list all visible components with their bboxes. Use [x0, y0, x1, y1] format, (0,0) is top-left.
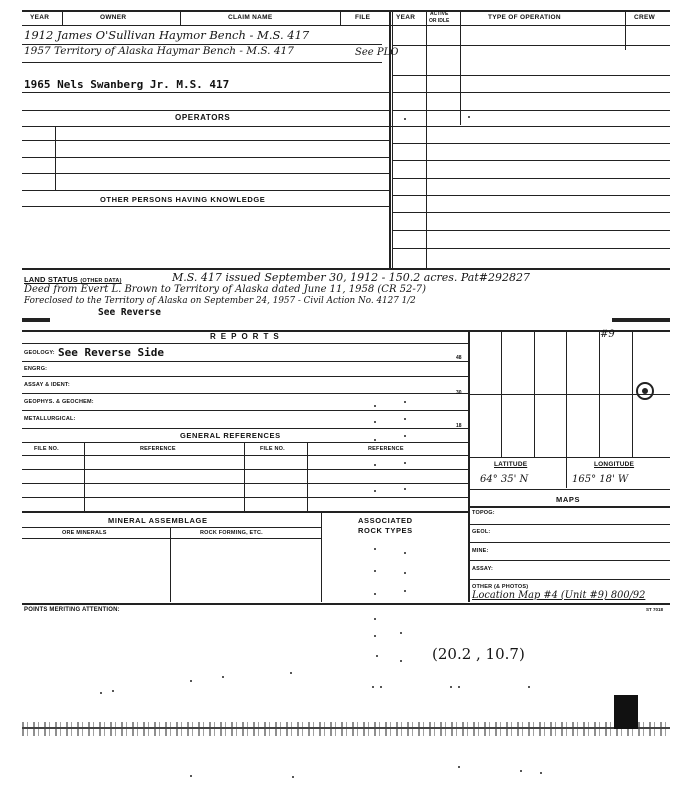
geol-label: GEOL: [472, 529, 491, 535]
speck [404, 401, 406, 403]
maps-row-rule [468, 560, 670, 561]
speck [450, 686, 452, 688]
owner-row-1912: 1912 James O'Sullivan Haymor Bench - M.S. 417 [24, 28, 310, 42]
engrg-label: ENGRG: [24, 366, 48, 372]
col-type-header: TYPE OF OPERATION [488, 14, 561, 21]
speck [540, 772, 542, 774]
land-status-line-3: Foreclosed to the Territory of Alaska on September 24, 1957 - Civil Action No. 4127 1/2 [24, 296, 416, 306]
speck [222, 676, 224, 678]
other-photos-label: OTHER (& PHOTOS) [472, 584, 529, 590]
speck [404, 572, 406, 574]
col-year2-header: YEAR [396, 14, 416, 21]
maps-row-rule [468, 524, 670, 525]
general-references-title: GENERAL REFERENCES [180, 431, 281, 440]
other-persons-title: OTHER PERSONS HAVING KNOWLEDGE [100, 195, 266, 204]
points-label: POINTS MERITING ATTENTION: [24, 607, 120, 613]
grid-cell-mark: #9 [600, 329, 615, 340]
operators-row-rule [22, 157, 390, 158]
geology-label: GEOLOGY: [24, 350, 55, 356]
col-active-header: ACTIVE [430, 11, 449, 17]
assay-label: ASSAY: [472, 566, 494, 572]
genref-col [307, 442, 308, 511]
right-row-rule [392, 212, 670, 213]
col-divider [340, 10, 341, 25]
speck [292, 776, 294, 778]
col-divider [62, 10, 63, 25]
speck [374, 618, 376, 620]
reports-row-rule [22, 361, 468, 362]
reports-header-rule [22, 343, 468, 344]
rock-types-label: ROCK TYPES [358, 526, 413, 535]
tab-marker-left [22, 318, 50, 322]
genref-header-rule [22, 442, 468, 443]
speck [374, 635, 376, 637]
reports-title: REPORTS [210, 332, 284, 341]
other-persons-rule [22, 206, 390, 207]
reports-row-rule [22, 393, 468, 394]
operators-row-rule [22, 140, 390, 141]
maps-header-rule [468, 506, 670, 508]
grid-number-48: 48 [456, 355, 462, 361]
reports-row-rule [22, 376, 468, 377]
land-status-line-1: M.S. 417 issued September 30, 1912 - 150.2 acres. Pat#292827 [172, 271, 530, 284]
col-year-header: YEAR [30, 14, 50, 21]
right-row-rule [392, 248, 670, 249]
longitude-value: 165° 18' W [572, 474, 629, 485]
mineral-col [321, 511, 322, 602]
maps-row-rule [468, 542, 670, 543]
scan-black-block [614, 695, 638, 729]
ore-minerals-label: ORE MINERALS [62, 530, 107, 536]
grid-number-18: 18 [456, 423, 462, 429]
speck [190, 775, 192, 777]
right-row-rule [392, 110, 670, 111]
other-photos-value: Location Map #4 (Unit #9) 800/92 [472, 590, 646, 601]
grid-row [468, 457, 670, 458]
speck [404, 435, 406, 437]
latitude-value: 64° 35' N [480, 474, 529, 485]
mine-label: MINE: [472, 548, 489, 554]
longitude-label: LONGITUDE [594, 461, 635, 468]
land-status-line-2: Deed from Evert L. Brown to Territory of Alaska dated June 11, 1958 (CR 52-7) [24, 284, 427, 295]
right-row-rule [392, 75, 670, 76]
rock-forming-label: ROCK FORMING, ETC. [200, 530, 263, 536]
speck [404, 418, 406, 420]
genref-col [244, 442, 245, 511]
maps-row-rule [468, 579, 670, 580]
speck [374, 490, 376, 492]
speck [404, 488, 406, 490]
genref-row-rule [22, 469, 468, 470]
speck [374, 548, 376, 550]
right-row-rule [392, 230, 670, 231]
speck [528, 686, 530, 688]
operators-row-rule [22, 190, 390, 191]
col-idle-header: OR IDLE [429, 18, 450, 24]
reports-row-rule [22, 410, 468, 411]
operators-row-rule [22, 173, 390, 174]
grid-number-30: 30 [456, 390, 462, 396]
speck [458, 766, 460, 768]
speck [404, 462, 406, 464]
speck [376, 655, 378, 657]
genref-file-no-2: FILE NO. [260, 446, 285, 452]
col-file-header: FILE [355, 14, 371, 21]
reports-top-rule [22, 330, 670, 332]
operators-col [55, 126, 56, 190]
speck [290, 672, 292, 674]
land-status-top-rule [22, 268, 670, 270]
mineral-subheader-rule [22, 527, 322, 528]
latitude-label: LATITUDE [494, 461, 528, 468]
speck [374, 421, 376, 423]
col-divider [180, 10, 181, 25]
speck [372, 686, 374, 688]
col-owner-header: OWNER [100, 14, 127, 21]
speck [404, 552, 406, 554]
speck [468, 116, 470, 118]
coordinates-note: (20.2 , 10.7) [432, 645, 525, 663]
location-circle-icon [636, 382, 654, 400]
owner-row-rule [22, 92, 390, 93]
metallurgical-label: METALLURGICAL: [24, 416, 76, 422]
maps-top-rule [468, 489, 670, 490]
file-note: See PLO [355, 47, 399, 58]
genref-row-rule [22, 483, 468, 484]
owner-row-1957: 1957 Territory of Alaska Haymar Bench - M.S. 417 [24, 45, 294, 57]
maps-title: MAPS [556, 495, 581, 504]
scan-smudge-line [22, 727, 670, 729]
genref-col [84, 442, 85, 511]
genref-reference-2: REFERENCE [368, 446, 404, 452]
header-bottom-rule [22, 25, 670, 26]
genref-file-no-1: FILE NO. [34, 446, 59, 452]
topog-label: TOPOG: [472, 510, 495, 516]
associated-label: ASSOCIATED [358, 516, 413, 525]
assay-ident-label: ASSAY & IDENT: [24, 382, 70, 388]
genref-row-rule [22, 497, 468, 498]
col-claim-header: CLAIM NAME [228, 14, 273, 21]
col-divider [460, 10, 461, 25]
speck [400, 660, 402, 662]
see-reverse-text: See Reverse [98, 307, 161, 318]
right-row-rule [392, 160, 670, 161]
speck [404, 118, 406, 120]
speck [374, 593, 376, 595]
grid-left-border [468, 330, 470, 602]
tab-marker-right [612, 318, 670, 322]
operators-bottom-rule [22, 126, 670, 127]
speck [100, 692, 102, 694]
points-top-rule [22, 603, 670, 605]
col-divider [426, 10, 427, 25]
col-crew-header: CREW [634, 14, 656, 21]
owner-row-rule [22, 44, 382, 45]
reports-row-rule [22, 428, 468, 429]
land-status-label [24, 275, 122, 284]
speck [190, 680, 192, 682]
speck [458, 686, 460, 688]
speck [374, 464, 376, 466]
speck [380, 686, 382, 688]
location-circle-dot [642, 388, 648, 394]
col-divider [625, 10, 626, 50]
speck [112, 690, 114, 692]
scan-smudge-band [22, 722, 670, 736]
speck [374, 570, 376, 572]
right-row-rule [392, 178, 670, 179]
genref-row-rule [22, 455, 468, 456]
mineral-top-rule [22, 511, 468, 513]
operators-top-rule [22, 110, 390, 111]
mineral-assemblage-title: MINERAL ASSEMBLAGE [108, 516, 208, 525]
land-status-title: LAND STATUS [24, 275, 79, 284]
owner-row-rule [22, 62, 382, 63]
right-row-rule [392, 143, 670, 144]
form-number: ST 7018 [646, 607, 664, 612]
right-row-rule [392, 92, 670, 93]
speck [404, 590, 406, 592]
speck [400, 632, 402, 634]
owner-row-1965: 1965 Nels Swanberg Jr. M.S. 417 [24, 78, 230, 91]
mineral-col [170, 527, 171, 602]
land-status-sub: (OTHER DATA) [80, 278, 122, 284]
geology-value: See Reverse Side [58, 346, 164, 359]
speck [374, 439, 376, 441]
latlon-divider [566, 457, 567, 488]
geophys-label: GEOPHYS. & GEOCHEM: [24, 399, 94, 405]
right-row-rule [392, 195, 670, 196]
top-border [22, 10, 670, 12]
operators-title: OPERATORS [175, 113, 231, 122]
genref-reference-1: REFERENCE [140, 446, 176, 452]
col-divider [426, 25, 427, 268]
right-row-rule [392, 45, 670, 46]
speck [520, 770, 522, 772]
mineral-header-rule [22, 538, 322, 539]
speck [374, 405, 376, 407]
